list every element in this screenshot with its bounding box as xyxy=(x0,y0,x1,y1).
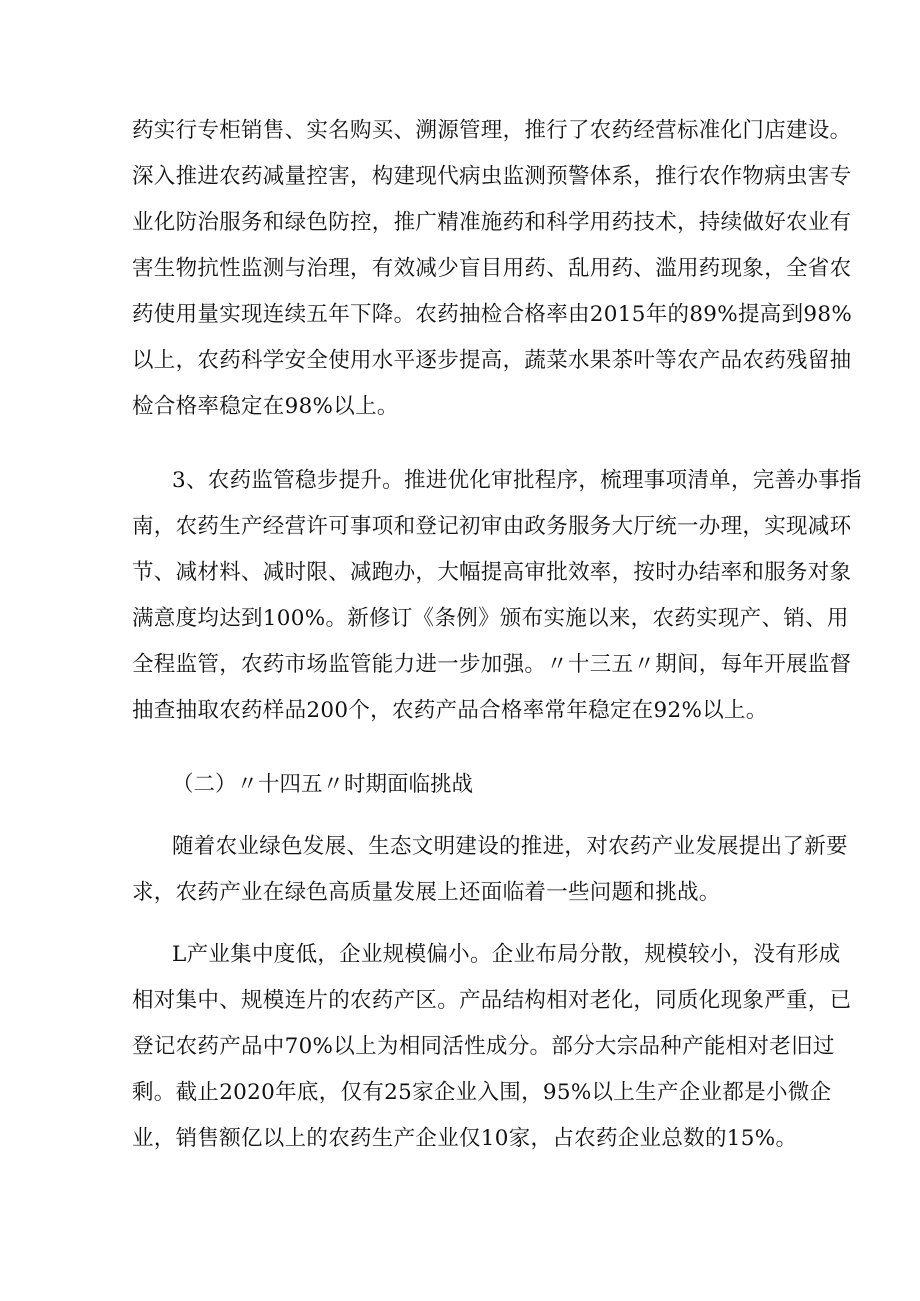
paragraph-4-line-3: 登记农药产品中70%以上为相同活性成分。部分大宗品种产能相对老旧过 xyxy=(132,1034,835,1059)
paragraph-4-line-4: 剩。截止2020年底，仅有25家企业入围，95%以上生产企业都是小微企 xyxy=(132,1080,832,1105)
paragraph-2-line-2: 南，农药生产经营许可事项和登记初审由政务服务大厅统一办理，实现减环 xyxy=(132,514,852,539)
paragraph-1-line-6: 以上，农药科学安全使用水平逐步提高，蔬菜水果茶叶等农产品农药残留抽 xyxy=(132,348,852,373)
paragraph-4-line-2: 相对集中、规模连片的农药产区。产品结构相对老化，同质化现象严重，已 xyxy=(132,988,852,1013)
paragraph-1-line-2: 深入推进农药减量控害，构建现代病虫监测预警体系，推行农作物病虫害专 xyxy=(132,164,852,189)
paragraph-1-line-3: 业化防治服务和绿色防控，推广精准施药和科学用药技术，持续做好农业有 xyxy=(132,210,852,235)
paragraph-1-line-5: 药使用量实现连续五年下降。农药抽检合格率由2015年的89%提高到98% xyxy=(132,302,853,327)
paragraph-1-line-1: 药实行专柜销售、实名购买、溯源管理，推行了农药经营标准化门店建设。 xyxy=(132,118,852,143)
paragraph-1-line-7: 检合格率稳定在98%以上。 xyxy=(132,394,399,419)
paragraph-4-line-1: L产业集中度低，企业规模偏小。企业布局分散，规模较小，没有形成 xyxy=(172,942,841,967)
paragraph-3-line-1: 随着农业绿色发展、生态文明建设的推进，对农药产业发展提出了新要 xyxy=(172,834,848,859)
paragraph-4-line-5: 业，销售额亿以上的农药生产企业仅10家，占农药企业总数的15%。 xyxy=(132,1126,798,1151)
paragraph-3-line-2: 求，农药产业在绿色高质量发展上还面临着一些问题和挑战。 xyxy=(132,880,721,905)
paragraph-2-line-6: 抽查抽取农药样品200个，农药产品合格率常年稳定在92%以上。 xyxy=(132,698,768,723)
paragraph-2-line-4: 满意度均达到100%。新修订《条例》颁布实施以来，农药实现产、销、用 xyxy=(132,606,849,631)
section-heading: （二）〃十四五〃时期面临挑战 xyxy=(172,772,474,797)
paragraph-2-line-1: 3、农药监管稳步提升。推进优化审批程序，梳理事项清单，完善办事指 xyxy=(172,468,862,493)
paragraph-2-line-5: 全程监管，农药市场监管能力进一步加强。〃十三五〃期间，每年开展监督 xyxy=(132,652,852,677)
paragraph-1-line-4: 害生物抗性监测与治理，有效减少盲目用药、乱用药、滥用药现象，全省农 xyxy=(132,256,852,281)
paragraph-2-line-3: 节、减材料、减时限、减跑办，大幅提高审批效率，按时办结率和服务对象 xyxy=(132,560,852,585)
